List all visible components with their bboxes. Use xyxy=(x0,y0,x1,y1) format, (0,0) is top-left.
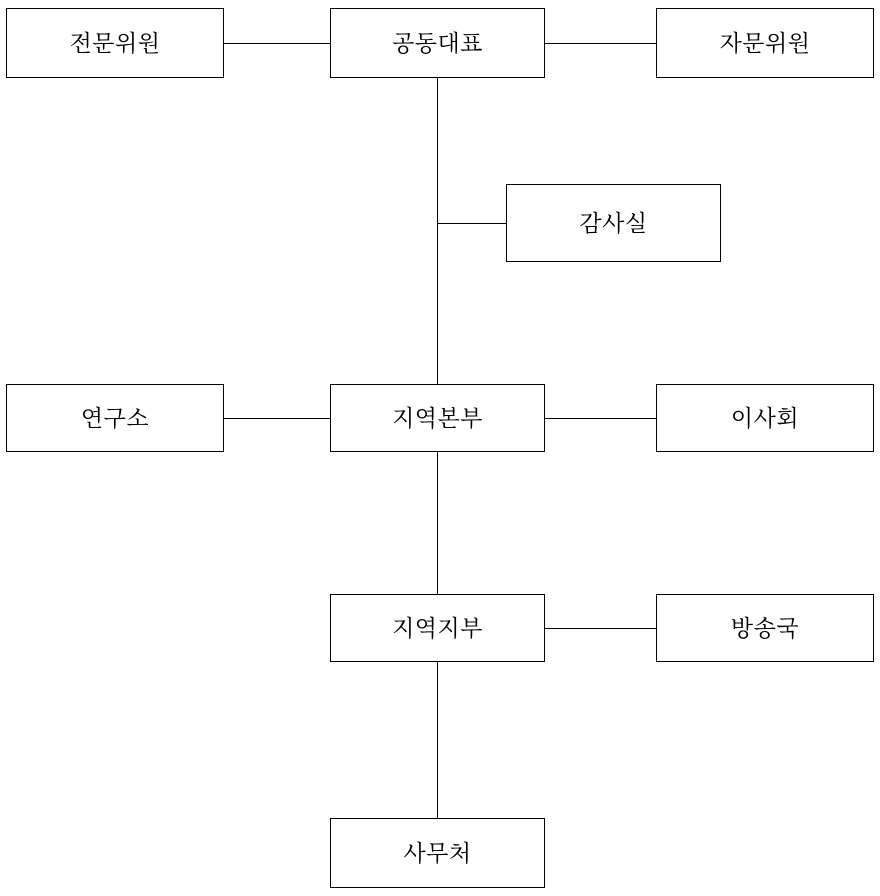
node-secretariat xyxy=(330,818,545,888)
node-label: 사무처 xyxy=(403,839,472,866)
node-label: 전문위원 xyxy=(69,29,161,56)
connector-corep-to-advisory xyxy=(545,43,656,44)
connector-research-to-hq xyxy=(224,418,330,419)
node-research_institute xyxy=(6,384,224,452)
node-expert_committee xyxy=(6,8,224,78)
node-label: 지역본부 xyxy=(392,404,483,431)
node-regional_branch xyxy=(330,594,545,662)
node-regional_hq xyxy=(330,384,545,452)
node-label: 감사실 xyxy=(579,209,648,236)
node-label: 공동대표 xyxy=(392,29,483,56)
node-label: 지역지부 xyxy=(392,614,483,641)
node-broadcasting xyxy=(656,594,874,662)
connector-branch-to-office xyxy=(437,662,438,818)
connector-hq-to-board xyxy=(545,418,656,419)
node-audit_office xyxy=(506,184,721,262)
node-label: 이사회 xyxy=(730,404,800,431)
connector-branch-to-station xyxy=(545,628,656,629)
connector-hq-to-branch xyxy=(437,452,438,594)
node-label: 연구소 xyxy=(80,404,150,431)
connector-corep-to-hq xyxy=(437,78,438,384)
node-label: 자문위원 xyxy=(719,29,811,56)
node-label: 방송국 xyxy=(730,614,800,641)
connector-expert-to-corep xyxy=(224,43,330,44)
node-advisory_committee xyxy=(656,8,874,78)
node-board_of_directors xyxy=(656,384,874,452)
connector-trunk-to-audit xyxy=(437,223,506,224)
node-co_representative xyxy=(330,8,545,78)
